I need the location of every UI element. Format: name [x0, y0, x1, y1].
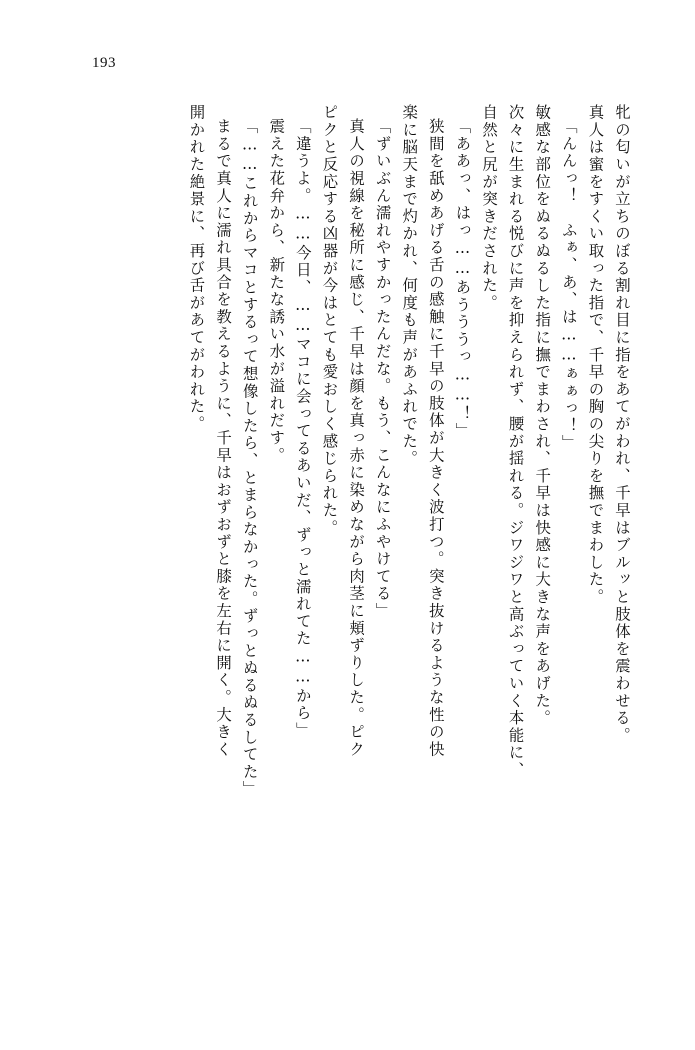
text-column: 敏感な部位をぬるぬるした指に撫でまわされ、千早は快感に大きな声をあげた。	[533, 104, 552, 727]
text-column: 狭間を舐めあげる舌の感触に千早の肢体が大きく波打つ。突き抜けるような性の快	[426, 118, 445, 759]
text-column: ピクと反応する凶器が今はとても愛おしく感じられた。	[320, 104, 339, 537]
text-column: 「ずいぶん濡れやすかったんだな。もう、こんなにふやけてる」	[373, 118, 392, 620]
text-column: 「ああっ、はっ……あうううっ……！」	[453, 118, 472, 440]
text-column: 「違うよ。……今日、……マコに会ってるあいだ、ずっと濡れてた……から」	[293, 118, 312, 740]
text-column: 開かれた絶景に、再び舌があてがわれた。	[187, 104, 206, 433]
vertical-text-body	[60, 104, 635, 994]
text-column: 「んんっ！ ふぁ、あ、は……ぁぁっ！」	[559, 118, 578, 452]
text-column: 真人は蜜をすくい取った指で、千早の胸の尖りを撫でまわした。	[586, 104, 605, 606]
text-column: 楽に脳天まで灼かれ、何度も声があふれでた。	[400, 104, 419, 468]
text-column: 真人の視線を秘所に感じ、千早は顔を真っ赤に染めながら肉茎に頬ずりした。ピク	[347, 118, 366, 759]
text-column: 次々に生まれる悦びに声を抑えられず、腰が揺れる。ジワジワと高ぶっていく本能に、	[506, 104, 525, 779]
text-column: 牝の匂いが立ちのぼる割れ目に指をあてがわれ、千早はブルッと肢体を震わせる。	[613, 104, 631, 745]
text-column: 「……これからマコとするって想像したら、とまらなかった。ずっとぬるぬるしてた」	[240, 118, 259, 798]
text-column: まるで真人に濡れ具合を教えるように、千早はおずおずと膝を左右に開く。大きく	[214, 118, 233, 759]
text-column: 震えた花弁から、新たな誘い水が溢れだす。	[267, 118, 286, 464]
page-number: 193	[92, 55, 116, 71]
text-column: 自然と尻が突きだされた。	[480, 104, 499, 312]
